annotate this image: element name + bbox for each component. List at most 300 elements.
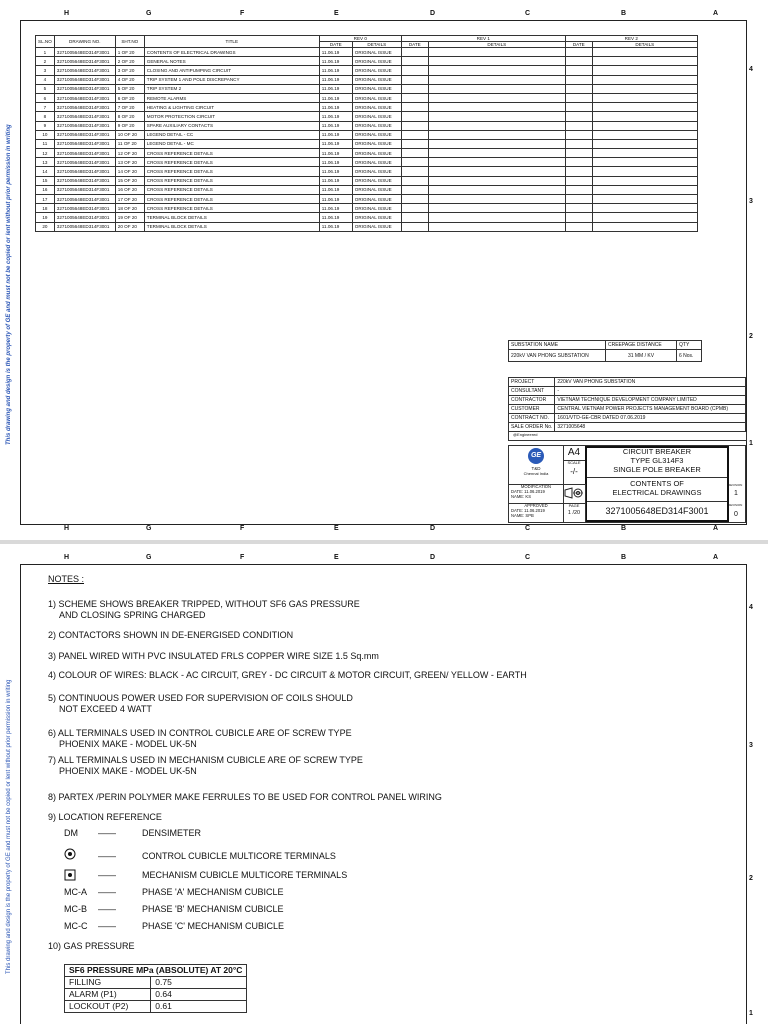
creepage-label: CREEPAGE DISTANCE [606, 341, 677, 350]
empty-rev-cell [592, 167, 697, 176]
note-line: 6) ALL TERMINALS USED IN CONTROL CUBICLE ARE OF SCREW TYPE [48, 728, 352, 738]
table-row [36, 75, 698, 84]
rev0-date-cell: 11.06.19 [319, 112, 352, 121]
sheet-number-cell: 4 OF 20 [115, 75, 144, 84]
empty-rev-cell [565, 167, 592, 176]
table-row [36, 213, 698, 222]
empty-rev-cell [428, 139, 565, 148]
rev0-details-cell: ORIGINAL ISSUE [352, 176, 401, 185]
empty-rev-cell [428, 112, 565, 121]
location-code: MC-B [64, 904, 87, 914]
header-title: TITLE [144, 36, 319, 48]
header-sheet: SHT.NO [115, 36, 144, 48]
note-line: 5) CONTINUOUS POWER USED FOR SUPERVISION OF COILS SHOULD [48, 693, 353, 703]
zone-label: F [240, 10, 245, 17]
header-date: DATE [319, 42, 352, 48]
empty-rev-cell [428, 84, 565, 93]
project-value: 1601/VTD-GE-CBR DATED 07.06.2019 [555, 414, 746, 423]
drawing-number-cell: 3271005648ED314F3001 [54, 195, 115, 204]
approved-date: DATE: 11.06.2019 [511, 508, 545, 513]
drawing-number-cell: 3271005648ED314F3001 [54, 103, 115, 112]
row-number: 20 [36, 222, 55, 231]
empty-rev-cell [428, 158, 565, 167]
empty-rev-cell [592, 66, 697, 75]
zone-label: F [240, 525, 245, 532]
empty-rev-cell [428, 75, 565, 84]
empty-rev-cell [592, 84, 697, 93]
empty-rev-cell [401, 84, 428, 93]
empty-rev-cell [428, 57, 565, 66]
zone-label: A [713, 10, 719, 17]
title-cell: CONTENTS OF ELECTRICAL DRAWINGS [144, 48, 319, 57]
empty-rev-cell [401, 139, 428, 148]
empty-rev-cell [428, 167, 565, 176]
header-rev2: REV 2 [565, 36, 697, 42]
project-row [509, 423, 746, 432]
zone-label: D [430, 554, 436, 561]
empty-rev-cell [592, 130, 697, 139]
empty-rev-cell [565, 213, 592, 222]
drawing-number-cell: 3271005648ED314F3001 [54, 167, 115, 176]
qty-label: QTY [677, 341, 702, 350]
rev0-details-cell: ORIGINAL ISSUE [352, 93, 401, 102]
project-value: 3271005648 [555, 423, 746, 432]
modification-label: MODIFICATION [520, 484, 552, 489]
rev0-details-cell: ORIGINAL ISSUE [352, 195, 401, 204]
drawing-number-cell: 3271005648ED314F3001 [54, 158, 115, 167]
empty-rev-cell [565, 158, 592, 167]
mechanism-terminal-symbol-icon [64, 869, 76, 881]
drawing-number-cell: 3271005648ED314F3001 [54, 48, 115, 57]
zone-label: C [525, 10, 531, 17]
gas-row-label: FILLING [65, 977, 151, 989]
empty-rev-cell [565, 121, 592, 130]
dash: —— [98, 851, 116, 861]
row-number: 8 [36, 112, 55, 121]
zone-label: E [334, 554, 339, 561]
row-number: 1 [36, 48, 55, 57]
note-line: 8) PARTEX /PERIN POLYMER MAKE FERRULES TO BE USED FOR CONTROL PANEL WIRING [48, 792, 442, 802]
drawing-number-cell: 3271005648ED314F3001 [54, 222, 115, 231]
rev0-date-cell: 11.06.19 [319, 66, 352, 75]
row-number: 10 [36, 130, 55, 139]
header-drawing: DRAWING NO. [54, 36, 115, 48]
empty-rev-cell [428, 121, 565, 130]
property-notice: This drawing and design is the property of GE and must not be copied or lent without prior permission in writing [6, 679, 12, 974]
drawing-number-cell: 3271005648ED314F3001 [54, 112, 115, 121]
rev0-details-cell: ORIGINAL ISSUE [352, 112, 401, 121]
project-row [509, 414, 746, 423]
zone-label: D [430, 10, 436, 17]
modification-date: DATE: 11.06.2019 [511, 489, 545, 494]
empty-rev-cell [401, 103, 428, 112]
title-line: SINGLE POLE BREAKER [613, 465, 701, 474]
title-cell: HEATING & LIGHTING CIRCUIT [144, 103, 319, 112]
row-number: 14 [36, 167, 55, 176]
empty-rev-cell [401, 112, 428, 121]
zone-label: 2 [749, 875, 753, 882]
rev0-date-cell: 11.06.19 [319, 48, 352, 57]
row-number: 4 [36, 75, 55, 84]
empty-rev-cell [401, 222, 428, 231]
gas-row-label: LOCKOUT (P2) [65, 1001, 151, 1013]
rev0-date-cell: 11.06.19 [319, 167, 352, 176]
rev0-details-cell: ORIGINAL ISSUE [352, 48, 401, 57]
title-cell: TERMINAL BLOCK DETAILS [144, 213, 319, 222]
empty-rev-cell [565, 84, 592, 93]
location-desc: PHASE 'B' MECHANISM CUBICLE [142, 904, 284, 914]
modification-cell [509, 484, 564, 504]
revision-label: REVISION [728, 503, 743, 507]
sheet-number-cell: 5 OF 20 [115, 84, 144, 93]
sheet-number-cell: 8 OF 20 [115, 112, 144, 121]
empty-rev-cell [592, 57, 697, 66]
title-line: CIRCUIT BREAKER [622, 447, 692, 456]
table-row [36, 66, 698, 75]
table-row [36, 112, 698, 121]
drawing-number-cell: 3271005648ED314F3001 [54, 75, 115, 84]
table-row [36, 103, 698, 112]
rev0-details-cell: ORIGINAL ISSUE [352, 149, 401, 158]
row-number: 18 [36, 204, 55, 213]
row-number: 6 [36, 93, 55, 102]
empty-rev-cell [565, 195, 592, 204]
scale-label: SCALE [567, 460, 581, 465]
empty-rev-cell [428, 176, 565, 185]
rev0-date-cell: 11.06.19 [319, 204, 352, 213]
row-number: 11 [36, 139, 55, 148]
zone-label: B [621, 554, 627, 561]
table-row [36, 176, 698, 185]
empty-rev-cell [592, 112, 697, 121]
substation-name: 220kV VAN PHONG SUBSTATION [509, 350, 606, 362]
title-cell: CROSS REFERENCE DETAILS [144, 158, 319, 167]
empty-rev-cell [401, 57, 428, 66]
rev0-details-cell: ORIGINAL ISSUE [352, 213, 401, 222]
location-code: MC-A [64, 887, 87, 897]
title-cell: SPARE AUXILIARY CONTACTS [144, 121, 319, 130]
rev0-details-cell: ORIGINAL ISSUE [352, 222, 401, 231]
empty-rev-cell [401, 158, 428, 167]
projection-symbol-icon [563, 484, 586, 504]
header-details: DETAILS [352, 42, 401, 48]
substation-name-label: SUBSTATION NAME [509, 341, 606, 350]
header-date: DATE [565, 42, 592, 48]
drawing-number-cell: 3271005648ED314F3001 [54, 139, 115, 148]
table-row [36, 48, 698, 57]
title-cell: MOTOR PROTECTION CIRCUIT [144, 112, 319, 121]
zone-label: 3 [749, 198, 753, 205]
gas-row-value: 0.75 [151, 977, 247, 989]
rev0-date-cell: 11.06.19 [319, 158, 352, 167]
empty-rev-cell [592, 176, 697, 185]
zone-label: 1 [749, 1010, 753, 1017]
approval-cell [509, 503, 564, 522]
title-cell: CLOSING AND ANTIPUMPING CIRCUIT [144, 66, 319, 75]
empty-rev-cell [401, 176, 428, 185]
rev0-details-cell: ORIGINAL ISSUE [352, 185, 401, 194]
project-value: 220kV VAN PHONG SUBSTATION [555, 378, 746, 387]
title-cell: LEGEND DETAIL - CC [144, 130, 319, 139]
rev0-date-cell: 11.06.19 [319, 139, 352, 148]
empty-rev-cell [565, 149, 592, 158]
zone-label: 3 [749, 742, 753, 749]
empty-rev-cell [401, 66, 428, 75]
row-number: 13 [36, 158, 55, 167]
sheet-number-cell: 6 OF 20 [115, 93, 144, 102]
rev0-date-cell: 11.06.19 [319, 93, 352, 102]
scale-cell [563, 460, 586, 485]
zone-label: E [334, 525, 339, 532]
approved-name: NAME: SPB [511, 513, 534, 518]
dash: —— [98, 828, 116, 838]
empty-rev-cell [428, 185, 565, 194]
drawing-number-cell: 3271005648ED314F3001 [54, 176, 115, 185]
sheet-number-cell: 13 OF 20 [115, 158, 144, 167]
sheet-number-cell: 2 OF 20 [115, 57, 144, 66]
empty-rev-cell [401, 93, 428, 102]
title-cell: CROSS REFERENCE DETAILS [144, 195, 319, 204]
drawing-number-cell: 3271005648ED314F3001 [54, 121, 115, 130]
header-slno: SL.NO [36, 36, 55, 48]
zone-label: G [146, 525, 152, 532]
empty-rev-cell [428, 222, 565, 231]
rev0-date-cell: 11.06.19 [319, 75, 352, 84]
project-value: VIETNAM TECHNIQUE DEVELOPMENT COMPANY LIMITED [555, 396, 746, 405]
sheet-number-cell: 14 OF 20 [115, 167, 144, 176]
location-code: DM [64, 828, 78, 838]
empty-rev-cell [401, 204, 428, 213]
rev0-details-cell: ORIGINAL ISSUE [352, 158, 401, 167]
dash: —— [98, 904, 116, 914]
drawing-number-cell: 3271005648ED314F3001 [54, 185, 115, 194]
zone-label: C [525, 525, 531, 532]
project-row [509, 387, 746, 396]
zone-label: 4 [749, 66, 753, 73]
empty-rev-cell [401, 195, 428, 204]
empty-rev-cell [565, 204, 592, 213]
empty-rev-cell [565, 48, 592, 57]
empty-rev-cell [592, 139, 697, 148]
modification-name: NAME: KS [511, 494, 532, 499]
table-row [36, 149, 698, 158]
rev0-date-cell: 11.06.19 [319, 149, 352, 158]
empty-rev-cell [401, 149, 428, 158]
empty-rev-cell [592, 149, 697, 158]
note-line: PHOENIX MAKE - MODEL UK-5N [59, 739, 197, 749]
header-details: DETAILS [592, 42, 697, 48]
sheet-number-cell: 15 OF 20 [115, 176, 144, 185]
empty-rev-cell [565, 139, 592, 148]
gas-row-label: ALARM (P1) [65, 989, 151, 1001]
sheet-number-cell: 3 OF 20 [115, 66, 144, 75]
rev0-date-cell: 11.06.19 [319, 130, 352, 139]
empty-rev-cell [565, 185, 592, 194]
project-key: PROJECT [509, 378, 555, 387]
header-details: DETAILS [428, 42, 565, 48]
location-code: MC-C [64, 921, 88, 931]
rev0-details-cell: ORIGINAL ISSUE [352, 130, 401, 139]
empty-rev-cell [428, 130, 565, 139]
rev0-date-cell: 11.06.19 [319, 213, 352, 222]
sheet-number-cell: 10 OF 20 [115, 130, 144, 139]
ge-logo: GE [528, 448, 544, 464]
location-desc: PHASE 'C' MECHANISM CUBICLE [142, 921, 284, 931]
empty-rev-cell [565, 176, 592, 185]
empty-rev-cell [565, 103, 592, 112]
row-number: 16 [36, 185, 55, 194]
zone-label: A [713, 554, 719, 561]
drawing-number-cell: 3271005648ED314F3001 [54, 84, 115, 93]
empty-rev-cell [592, 213, 697, 222]
rev0-date-cell: 11.06.19 [319, 222, 352, 231]
dash: —— [98, 921, 116, 931]
title-cell: CROSS REFERENCE DETAILS [144, 167, 319, 176]
rev0-date-cell: 11.06.19 [319, 176, 352, 185]
zone-label: H [64, 10, 70, 17]
empty-rev-cell [401, 121, 428, 130]
empty-rev-cell [401, 75, 428, 84]
rev0-details-cell: ORIGINAL ISSUE [352, 84, 401, 93]
note-line: 10) GAS PRESSURE [48, 941, 135, 951]
control-terminal-symbol-icon [64, 848, 76, 860]
drawing-number-cell: 3271005648ED314F3001 [54, 130, 115, 139]
drawing-number-cell: 3271005648ED314F3001 [54, 57, 115, 66]
subtitle-line: CONTENTS OF [630, 479, 684, 488]
location-desc: MECHANISM CUBICLE MULTICORE TERMINALS [142, 870, 348, 880]
page-label: PAGE [568, 503, 580, 508]
gas-row-value: 0.61 [151, 1001, 247, 1013]
rev0-date-cell: 11.06.19 [319, 195, 352, 204]
table-row [36, 158, 698, 167]
empty-rev-cell [428, 149, 565, 158]
title-cell: CROSS REFERENCE DETAILS [144, 204, 319, 213]
rev0-date-cell: 11.06.19 [319, 103, 352, 112]
sheet-number-cell: 17 OF 20 [115, 195, 144, 204]
zone-label: 2 [749, 333, 753, 340]
paper-size: A4 [563, 446, 586, 461]
engineered-note: @Engineered [508, 432, 747, 441]
title-cell: TRIP SYSTEM 1 AND POLE DISCREPANCY [144, 75, 319, 84]
project-key: CUSTOMER [509, 405, 555, 414]
table-row [36, 167, 698, 176]
row-number: 7 [36, 103, 55, 112]
drawing-number-cell: 3271005648ED314F3001 [54, 213, 115, 222]
zone-label: F [240, 554, 245, 561]
zone-label: C [525, 554, 531, 561]
gas-row-value: 0.64 [151, 989, 247, 1001]
header-rev1: REV 1 [401, 36, 565, 42]
row-number: 12 [36, 149, 55, 158]
rev0-details-cell: ORIGINAL ISSUE [352, 66, 401, 75]
project-key: CONSULTANT [509, 387, 555, 396]
table-row [36, 93, 698, 102]
empty-rev-cell [565, 93, 592, 102]
row-number: 19 [36, 213, 55, 222]
note-line: 2) CONTACTORS SHOWN IN DE-ENERGISED CONDITION [48, 630, 294, 640]
revision-bottom: 0 [734, 511, 738, 518]
table-row [36, 222, 698, 231]
empty-rev-cell [428, 48, 565, 57]
drawing-number-cell: 3271005648ED314F3001 [54, 93, 115, 102]
drawing-number-cell: 3271005648ED314F3001 [54, 149, 115, 158]
sheet-number-cell: 20 OF 20 [115, 222, 144, 231]
project-value: - [555, 387, 746, 396]
empty-rev-cell [565, 75, 592, 84]
title-cell: REMOTE ALARMS [144, 93, 319, 102]
table-row [36, 121, 698, 130]
sheet-number-cell: 11 OF 20 [115, 139, 144, 148]
project-key: SALE ORDER No. [509, 423, 555, 432]
table-row [36, 195, 698, 204]
zone-label: G [146, 10, 152, 17]
header-date: DATE [401, 42, 428, 48]
row-number: 9 [36, 121, 55, 130]
notes-title: NOTES : [48, 574, 85, 584]
rev0-details-cell: ORIGINAL ISSUE [352, 103, 401, 112]
zone-label: 1 [749, 440, 753, 447]
sheet-number-cell: 1 OF 20 [115, 48, 144, 57]
sheet-number-cell: 7 OF 20 [115, 103, 144, 112]
qty-value: 6 Nos. [677, 350, 702, 362]
empty-rev-cell [592, 121, 697, 130]
title-cell: TRIP SYSTEM 2 [144, 84, 319, 93]
empty-rev-cell [565, 112, 592, 121]
empty-rev-cell [428, 103, 565, 112]
rev0-details-cell: ORIGINAL ISSUE [352, 57, 401, 66]
title-cell: CROSS REFERENCE DETAILS [144, 185, 319, 194]
zone-label: G [146, 554, 152, 561]
drawing-index-table [35, 35, 698, 232]
empty-rev-cell [565, 57, 592, 66]
sheet-number-cell: 19 OF 20 [115, 213, 144, 222]
rev0-date-cell: 11.06.19 [319, 84, 352, 93]
drawing-number-cell: 3271005648ED314F3001 [54, 204, 115, 213]
empty-rev-cell [592, 48, 697, 57]
project-row [509, 405, 746, 414]
empty-rev-cell [401, 213, 428, 222]
note-line: 7) ALL TERMINALS USED IN MECHANISM CUBICLE ARE OF SCREW TYPE [48, 755, 363, 765]
project-key: CONTRACT NO. [509, 414, 555, 423]
empty-rev-cell [592, 222, 697, 231]
empty-rev-cell [592, 185, 697, 194]
rev0-details-cell: ORIGINAL ISSUE [352, 204, 401, 213]
empty-rev-cell [565, 130, 592, 139]
note-line: 4) COLOUR OF WIRES: BLACK - AC CIRCUIT, GREY - DC CIRCUIT & MOTOR CIRCUIT, GREEN/ YELLOW - EARTH [48, 670, 527, 680]
rev0-details-cell: ORIGINAL ISSUE [352, 121, 401, 130]
zone-label: H [64, 554, 70, 561]
location-desc: PHASE 'A' MECHANISM CUBICLE [142, 887, 284, 897]
drawing-number: 3271005648ED314F3001 [605, 506, 709, 516]
table-row [36, 185, 698, 194]
empty-rev-cell [592, 204, 697, 213]
note-line: 3) PANEL WIRED WITH PVC INSULATED FRLS COPPER WIRE SIZE 1.5 Sq.mm [48, 651, 379, 661]
title-cell: GENERAL NOTES [144, 57, 319, 66]
empty-rev-cell [401, 167, 428, 176]
drawing-sheet-notes [0, 544, 768, 1024]
title-cell: CROSS REFERENCE DETAILS [144, 149, 319, 158]
rev0-date-cell: 11.06.19 [319, 57, 352, 66]
company-name: T&D [531, 466, 541, 471]
revision-label: REVISION [728, 483, 743, 487]
rev0-details-cell: ORIGINAL ISSUE [352, 167, 401, 176]
creepage-value: 31 MM / KV [606, 350, 677, 362]
project-value: CENTRAL VIETNAM POWER PROJECTS MANAGEMENT BOARD (CPMB) [555, 405, 746, 414]
empty-rev-cell [592, 158, 697, 167]
project-key: CONTRACTOR [509, 396, 555, 405]
empty-rev-cell [428, 66, 565, 75]
empty-rev-cell [401, 48, 428, 57]
